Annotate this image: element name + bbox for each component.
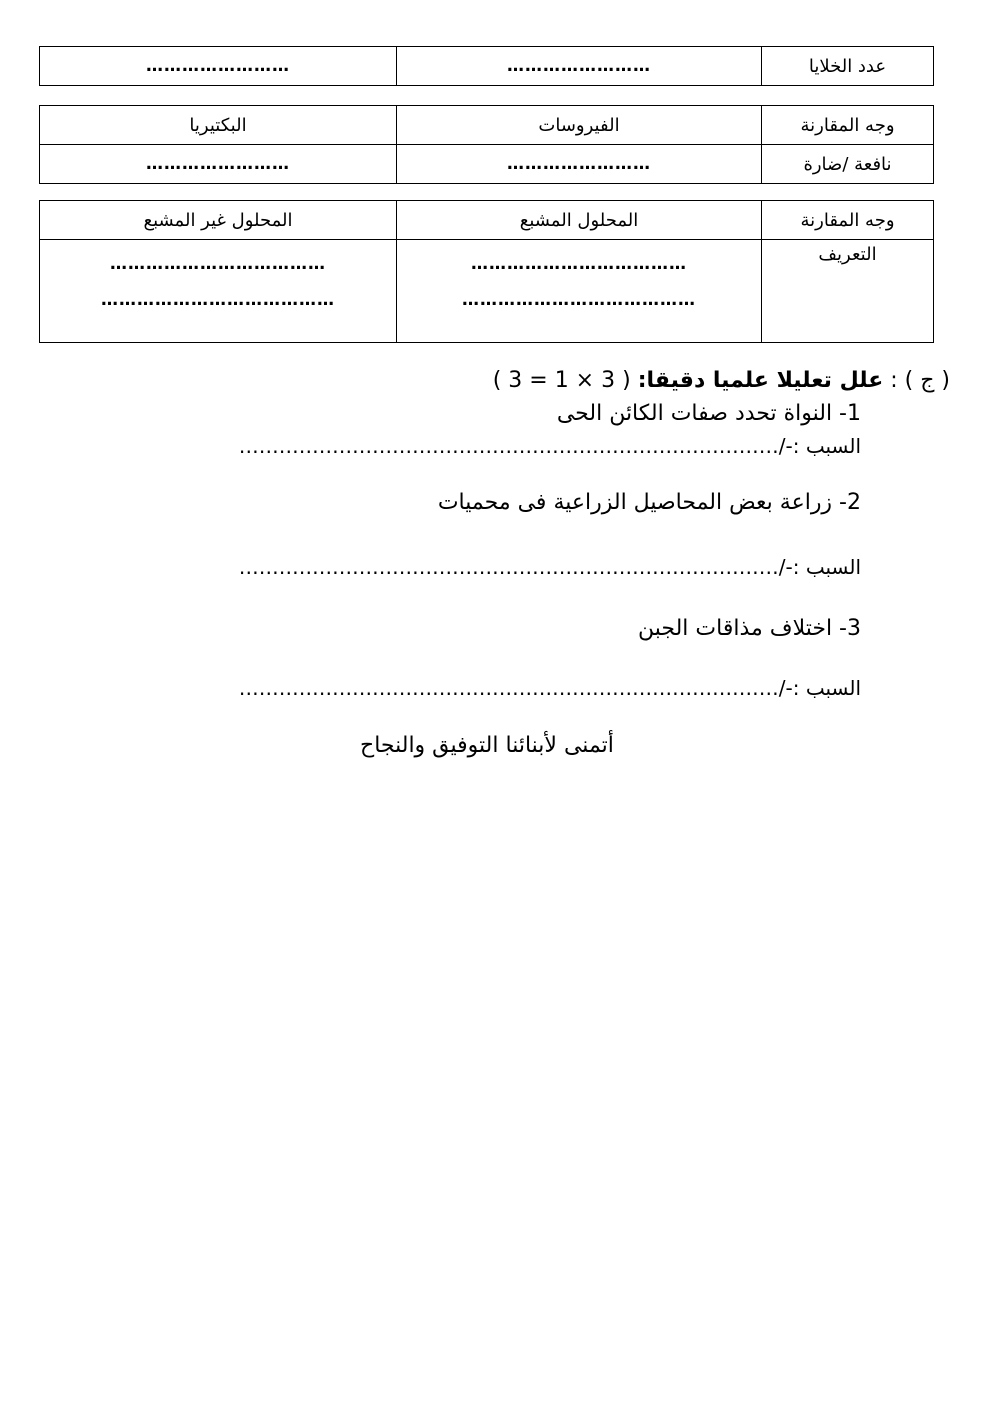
section-c-heading (493, 368, 950, 393)
viruses-bacteria-table (39, 105, 934, 184)
comparison-aspect-header: وجه المقارنة (762, 201, 934, 240)
useful-harmful-label: نافعة /ضارة (762, 145, 934, 184)
saturated-definition-blank[interactable] (397, 240, 762, 343)
reason-answer-line-1[interactable]: السبب :-/……………………………………………………………………… (238, 434, 861, 458)
section-title: علل تعليلا علميا دقيقا: (637, 368, 884, 393)
cells-count-row (40, 47, 934, 86)
viruses-cells-blank[interactable]: …………………… (397, 47, 762, 86)
solutions-table (39, 200, 934, 343)
table-row (40, 145, 934, 184)
reason-answer-line-2[interactable]: السبب :-/……………………………………………………………………… (238, 555, 861, 579)
cells-count-table (39, 46, 934, 86)
section-marks: ( 3 × 1 = 3 ) (492, 368, 638, 393)
unsaturated-solution-header: المحلول غير المشبع (40, 201, 397, 240)
reason-answer-line-3[interactable]: السبب :-/……………………………………………………………………… (238, 676, 861, 700)
viruses-header: الفيروسات (397, 106, 762, 145)
blank-line[interactable]: ……………………………… (110, 254, 326, 274)
table-header-row (40, 201, 934, 240)
definition-label: التعريف (762, 240, 934, 343)
bacteria-cells-blank[interactable]: …………………… (40, 47, 397, 86)
question-item-2: 2- زراعة بعض المحاصيل الزراعية فى محميات (437, 490, 861, 515)
section-prefix: ( ج ) : (883, 368, 950, 393)
viruses-useful-blank[interactable]: …………………… (397, 145, 762, 184)
cells-count-label: عدد الخلايا (762, 47, 934, 86)
bacteria-header: البكتيريا (40, 106, 397, 145)
question-item-1: 1- النواة تحدد صفات الكائن الحى (556, 401, 861, 426)
blank-line[interactable]: ………………………………… (462, 290, 696, 310)
closing-message: أتمنى لأبنائنا التوفيق والنجاح (360, 733, 614, 758)
unsaturated-definition-blank[interactable] (40, 240, 397, 343)
blank-line[interactable]: ……………………………… (471, 254, 687, 274)
bacteria-useful-blank[interactable]: …………………… (40, 145, 397, 184)
table-header-row (40, 106, 934, 145)
table-row (40, 240, 934, 343)
question-item-3: 3- اختلاف مذاقات الجبن (638, 616, 861, 641)
comparison-aspect-header: وجه المقارنة (762, 106, 934, 145)
saturated-solution-header: المحلول المشبع (397, 201, 762, 240)
blank-line[interactable]: ………………………………… (101, 290, 335, 310)
